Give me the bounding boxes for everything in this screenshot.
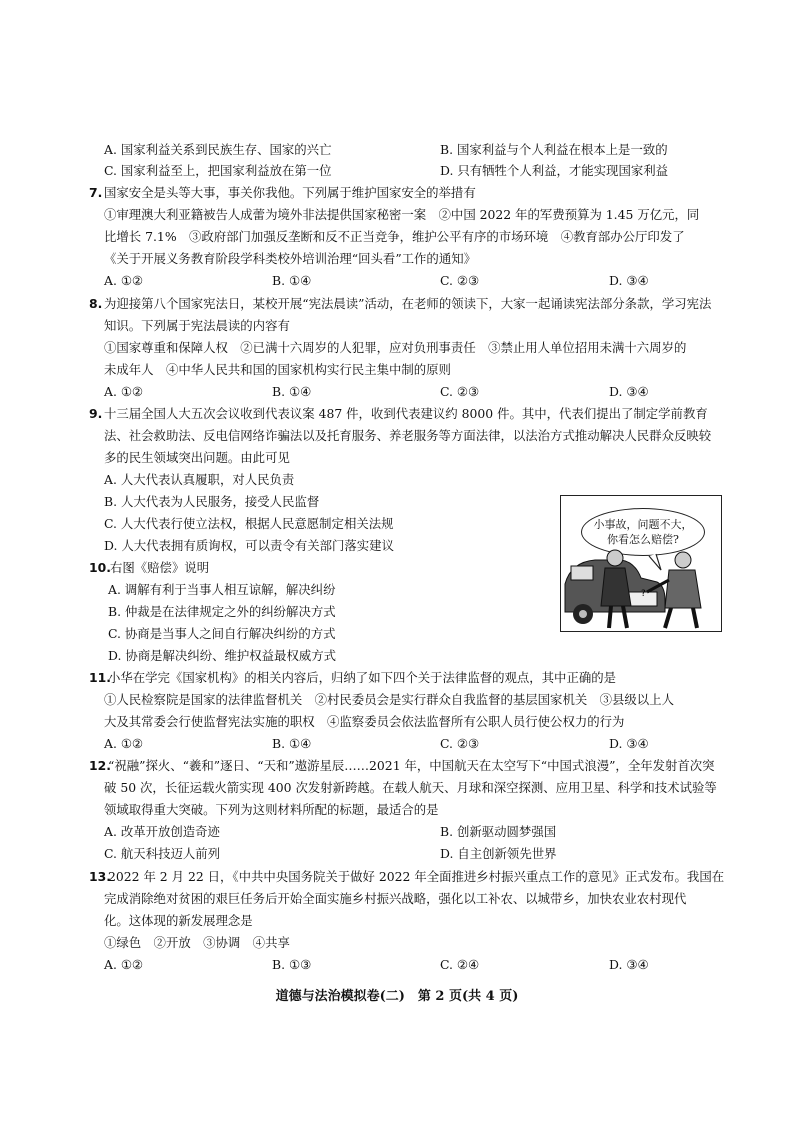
q11-line: ①人民检察院是国家的法律监督机关 ②村民委员会是实行群众自我监督的基层国家机关 ③县级以上人	[104, 692, 674, 707]
q13-option-a: A. ①②	[104, 957, 144, 972]
q7-line: 比增长 7.1% ③政府部门加强反垄断和反不正当竞争，维护公平有序的市场环境 ④教育部办公厅印发了	[104, 229, 685, 244]
q12-option-b: B. 创新驱动圆梦强国	[440, 824, 557, 839]
page-footer: 道德与法治模拟卷(二) 第 2 页(共 4 页)	[275, 989, 519, 1004]
q11-line: 大及其常委会行使监督宪法实施的职权 ④监察委员会依法监督所有公职人员行使公权力的行为	[104, 714, 625, 729]
q8-number: 8.	[89, 296, 103, 311]
q9-line: 法、社会救助法、反电信网络诈骗法以及托育服务、养老服务等方面法律，以法治方式推动解决人民群众反映较	[104, 428, 712, 443]
speech-line-2: 你看怎么赔偿?	[607, 533, 679, 546]
q6-option-b: B. 国家利益与个人利益在根本上是一致的	[440, 142, 668, 157]
q7-option-c: C. ②③	[440, 273, 480, 288]
q10-option-a: A. 调解有利于当事人相互谅解，解决纠纷	[108, 582, 336, 597]
q6-option-c: C. 国家利益至上，把国家利益放在第一位	[104, 163, 332, 178]
q8-option-d: D. ③④	[609, 384, 649, 399]
q7-line: 国家安全是头等大事，事关你我他。下列属于维护国家安全的举措有	[104, 185, 476, 200]
q11-line: 小华在学完《国家机构》的相关内容后，归纳了如下四个关于法律监督的观点，其中正确的是	[108, 670, 617, 685]
q13-option-c: C. ②④	[440, 957, 480, 972]
q12-line: 领域取得重大突破。下列为这则材料所配的标题，最适合的是	[104, 802, 439, 817]
q6-option-a: A. 国家利益关系到民族生存、国家的兴亡	[104, 142, 332, 157]
q11-option-b: B. ①④	[272, 736, 312, 751]
q9-option-c: C. 人大代表行使立法权，根据人民意愿制定相关法规	[104, 516, 394, 531]
q13-line: 2022 年 2 月 22 日，《中共中央国务院关于做好 2022 年全面推进乡村振兴重点工作的意见》正式发布。我国在	[108, 869, 725, 884]
q12-option-c: C. 航天科技迈人前列	[104, 846, 221, 861]
q9-option-b: B. 人大代表为人民服务，接受人民监督	[104, 494, 320, 509]
q7-line: 《关于开展义务教育阶段学科类校外培训治理“回头看”工作的通知》	[104, 251, 476, 266]
q9-option-d: D. 人大代表拥有质询权，可以责令有关部门落实建议	[104, 538, 394, 553]
q10-option-d: D. 协商是解决纠纷、维护权益最权威方式	[108, 648, 337, 663]
q7-option-a: A. ①②	[104, 273, 144, 288]
q7-line: ①审理澳大利亚籍被告人成蕾为境外非法提供国家秘密一案 ②中国 2022 年的军费预算为 1.45 万亿元，同	[104, 207, 700, 222]
q11-option-d: D. ③④	[609, 736, 649, 751]
q8-option-a: A. ①②	[104, 384, 144, 399]
compensation-cartoon	[560, 495, 722, 632]
q8-line: 知识。下列属于宪法晨读的内容有	[104, 318, 290, 333]
q13-option-d: D. ③④	[609, 957, 649, 972]
speech-line-1: 小事故，问题不大，	[593, 518, 693, 531]
q8-line: 未成年人 ④中华人民共和国的国家机构实行民主集中制的原则	[104, 362, 451, 377]
q9-line: 十三届全国人大五次会议收到代表议案 487 件，收到代表建议约 8000 件。其中，代表们提出了制定学前教育	[104, 406, 708, 421]
q13-line: 完成消除绝对贫困的艰巨任务后开始全面实施乡村振兴战略，强化以工补农、以城带乡，加快农业农村现代	[104, 891, 687, 906]
q12-option-d: D. 自主创新领先世界	[440, 846, 557, 861]
cartoon-drawing	[561, 496, 721, 631]
q9-number: 9.	[89, 406, 103, 421]
q8-option-b: B. ①④	[272, 384, 312, 399]
q11-option-c: C. ②③	[440, 736, 480, 751]
q10-option-b: B. 仲裁是在法律规定之外的纠纷解决方式	[108, 604, 336, 619]
q11-option-a: A. ①②	[104, 736, 144, 751]
q10-stem: 右图《赔偿》说明	[110, 560, 210, 575]
q13-option-b: B. ①③	[272, 957, 312, 972]
q8-option-c: C. ②③	[440, 384, 480, 399]
q8-line: ①国家尊重和保障人权 ②已满十六周岁的人犯罪，应对负刑事责任 ③禁止用人单位招用未满十六周岁的	[104, 340, 687, 355]
q7-option-d: D. ③④	[609, 273, 649, 288]
q12-line: 破 50 次，长征运载火箭实现 400 次发射新跨越。在载人航天、月球和深空探测、应用卫星、科学和技术试验等	[104, 780, 717, 795]
q13-line: ①绿色 ②开放 ③协调 ④共享	[104, 935, 290, 950]
q13-line: 化。这体现的新发展理念是	[104, 913, 253, 928]
q12-option-a: A. 改革开放创造奇迹	[104, 824, 220, 839]
q13-number: 13.	[89, 869, 111, 884]
q11-number: 11.	[89, 670, 111, 685]
svg-text:?: ?	[641, 589, 646, 599]
q7-option-b: B. ①④	[272, 273, 312, 288]
q8-line: 为迎接第八个国家宪法日，某校开展“宪法晨读”活动，在老师的领读下，大家一起诵读宪法部分条款，学习宪法	[104, 296, 712, 311]
q12-number: 12.	[89, 758, 111, 773]
q10-number: 10.	[89, 560, 111, 575]
q7-number: 7.	[89, 185, 103, 200]
q12-line: “祝融”探火、“羲和”逐日、“天和”遨游星辰……2021 年，中国航天在太空写下“中国式浪漫”，全年发射首次突	[108, 758, 715, 773]
q9-option-a: A. 人大代表认真履职，对人民负责	[104, 472, 295, 487]
q9-line: 多的民生领域突出问题。由此可见	[104, 450, 290, 465]
q6-option-d: D. 只有牺牲个人利益，才能实现国家利益	[440, 163, 669, 178]
q10-option-c: C. 协商是当事人之间自行解决纠纷的方式	[108, 626, 336, 641]
